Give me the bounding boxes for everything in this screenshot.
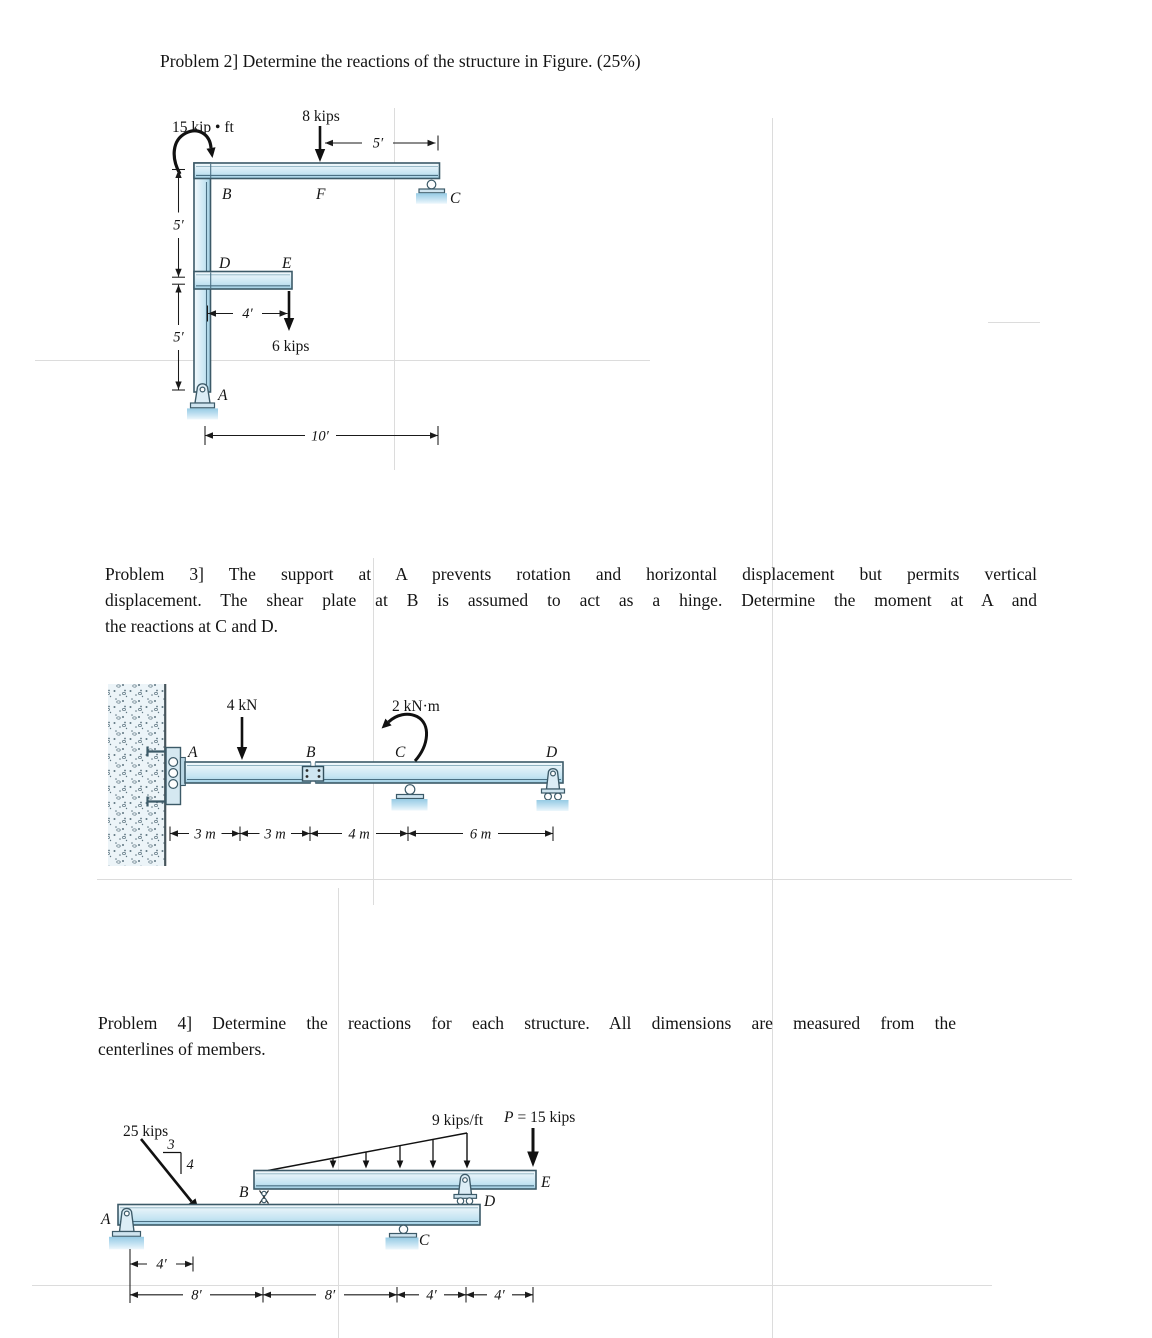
dim-label-4ft-1: 4′ [426,1287,437,1304]
node-label-b4: B [239,1184,249,1201]
dimension-chain-p3 [170,827,553,843]
dim-label-offset-4ft: 4′ [156,1256,167,1273]
dim-label-top-5ft: 5′ [372,135,384,152]
load-label-p-var: P [504,1109,514,1126]
node-label-b: B [222,186,232,203]
moment-label-2knm: 2 kN·m [392,698,440,715]
moment-arrowhead [207,147,216,158]
problem2-title: Problem 2] Determine the reactions of the structure in Figure. (25%) [160,51,641,71]
roller-support-icon-c4 [386,1225,419,1249]
node-label-c3: C [395,744,406,761]
dim-label-3m-1: 3 m [194,826,216,843]
pin-support-icon-a [187,384,218,420]
node-label-a4: A [101,1211,111,1228]
roller-support-icon-c3 [392,785,428,811]
slope-triangle [163,1137,194,1174]
dimension-chain-p4 [130,1249,533,1304]
problem2-figure [172,108,461,445]
load-arrow-25kips [141,1139,192,1202]
node-label-d: D [219,255,231,272]
load-label-8kips: 8 kips [302,108,340,125]
dim-label-upper-5ft: 5′ [173,217,184,234]
load-label-4kn: 4 kN [226,697,258,714]
slope-label-3: 3 [167,1137,175,1153]
moment-label-15kipft: 15 kip • ft [172,119,234,136]
node-label-a: A [218,387,228,404]
problem4-line1: Problem 4] Determine the reactions for each structure. All dimensions are measured from the [98,1013,956,1033]
load-label-25kips: 25 kips [123,1123,169,1140]
problem3-figure [108,684,569,866]
dim-label-4ft: 4′ [242,306,253,322]
load-arrowhead-p [527,1152,539,1168]
dim-label-4m: 4 m [348,826,370,843]
load-arrowhead-6kips [284,318,294,331]
top-beam-bc [194,163,440,179]
concrete-wall [108,684,166,866]
problem3-line3: the reactions at C and D. [105,616,279,636]
dim-label-6m: 6 m [469,826,492,843]
dim-label-10ft: 10′ [311,428,329,445]
load-label-9kipsft: 9 kips/ft [432,1112,484,1129]
dim-label-8ft-2: 8′ [324,1287,336,1304]
dim-label-3m-2: 3 m [264,826,286,843]
distributed-load-9kipsft [268,1133,470,1171]
dim-label-lower-5ft: 5′ [173,329,184,346]
node-label-d3: D [546,744,558,761]
node-label-d4: D [484,1193,496,1210]
problem3-line1: Problem 3] The support at A prevents rotation and horizontal displacement but permits vertical [105,564,1037,584]
node-label-a3: A [188,744,198,761]
link-support-icon-b [260,1191,269,1204]
problem4-line2: centerlines of members. [98,1039,266,1059]
problem3-line2: displacement. The shear plate at B is assumed to act as a hinge. Determine the moment at A and [105,590,1037,610]
slope-label-4: 4 [186,1157,194,1173]
load-arrowhead-8kips [315,149,325,162]
load-label-6kips: 6 kips [272,338,310,355]
node-label-f: F [316,186,326,203]
node-label-e4: E [541,1174,551,1191]
mid-beam-de [194,272,292,290]
node-label-b3: B [306,744,316,761]
problem4-figure [100,1109,575,1304]
load-label-p15kips [503,1109,575,1126]
load-label-p-value: = 15 kips [517,1109,576,1126]
node-label-c4: C [419,1232,430,1249]
dim-label-8ft-1: 8′ [191,1287,202,1304]
dim-label-4ft-2: 4′ [494,1287,505,1304]
node-label-e: E [282,255,292,272]
load-arrowhead-4kn [237,747,247,760]
node-label-c: C [450,190,461,207]
roller-support-icon-c [416,180,447,204]
